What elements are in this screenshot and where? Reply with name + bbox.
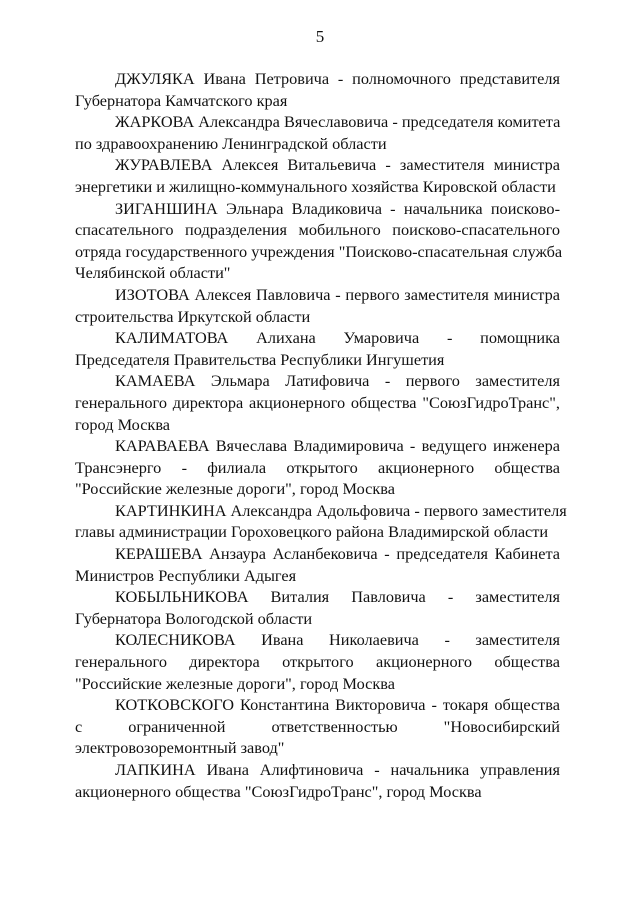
list-item (75, 435, 560, 500)
entry-text-line: электровозоремонтный завод" (75, 738, 285, 758)
entry-paragraph (75, 198, 563, 284)
entry-text-line: Челябинской области" (75, 263, 231, 283)
entry-text-line: отряда государственного учреждения "Поисково-спасательная служба (75, 241, 563, 261)
entry-paragraph (75, 435, 560, 500)
entry-text-line: "Российские железные дороги", город Москва (75, 673, 395, 693)
entry-paragraph (75, 327, 560, 370)
list-item (75, 154, 560, 197)
list-item (75, 111, 560, 154)
entry-name-line: КАМАЕВА Эльмара Латифовича - первого заместителя (115, 371, 560, 391)
entry-paragraph (75, 500, 567, 543)
entry-text-line: спасательного подразделения мобильного поисково-спасательного (75, 220, 560, 240)
entry-text-line: акционерного общества "СоюзГидроТранс", город Москва (75, 781, 482, 801)
entry-name-line: ИЗОТОВА Алексея Павловича - первого заместителя министра (115, 284, 560, 304)
list-item (75, 543, 560, 586)
entry-text-line: город Москва (75, 414, 171, 434)
list-item (75, 284, 560, 327)
entry-paragraph (75, 154, 560, 197)
entry-text-line: Министров Республики Адыгея (75, 565, 297, 585)
entry-paragraph (75, 68, 560, 111)
entry-name-line: ЛАПКИНА Ивана Алифтиновича - начальника управления (115, 760, 560, 779)
entry-name-line: КОТКОВСКОГО Константина Викторовича - токаря общества (115, 695, 560, 715)
list-item (75, 198, 563, 284)
entry-paragraph (75, 111, 560, 154)
entry-paragraph (75, 759, 560, 802)
list-item (75, 370, 560, 435)
entry-text-line: с ограниченной ответственностью "Новосибирский (75, 716, 560, 736)
entry-paragraph (75, 284, 560, 327)
entry-text-line: по здравоохранению Ленинградской области (75, 133, 387, 153)
entry-name-line: ДЖУЛЯКА Ивана Петровича - полномочного представителя (115, 69, 560, 88)
entry-paragraph (75, 586, 560, 629)
entry-name-line: ЗИГАНШИНА Эльнара Владиковича - начальника поисково- (115, 198, 560, 218)
list-item (75, 759, 560, 802)
entry-text-line: "Российские железные дороги", город Москва (75, 479, 395, 499)
entry-paragraph (75, 543, 560, 586)
entry-text-line: Трансэнерго - филиала открытого акционерного общества (75, 457, 560, 477)
entry-text-line: генерального директора акционерного общества "СоюзГидроТранс", (75, 392, 560, 412)
entry-name-line: КЕРАШЕВА Анзаура Асланбековича - председателя Кабинета (115, 544, 560, 564)
entry-name-line: ЖУРАВЛЕВА Алексея Витальевича - заместителя министра (115, 155, 560, 175)
entry-name-line: ЖАРКОВА Александра Вячеславовича - председателя комитета (115, 112, 561, 132)
entry-name-line: КАРАВАЕВА Вячеслава Владимировича - ведущего инженера (115, 436, 560, 456)
list-item (75, 694, 560, 759)
entry-paragraph (75, 370, 560, 435)
page-number: 5 (315, 27, 325, 46)
entry-paragraph (75, 694, 560, 759)
entry-text-line: главы администрации Гороховецкого района Владимирской области (75, 522, 549, 542)
entry-text-line: строительства Иркутской области (75, 306, 311, 326)
list-item (75, 500, 567, 543)
award-list (75, 68, 567, 802)
list-item (75, 68, 560, 111)
entry-name-line: КОЛЕСНИКОВА Ивана Николаевича - заместителя (115, 630, 560, 650)
list-item (75, 586, 560, 629)
entry-text-line: Председателя Правительства Республики Ингушетия (75, 349, 445, 369)
entry-text-line: Губернатора Вологодской области (75, 608, 313, 628)
entry-text-line: энергетики и жилищно-коммунального хозяйства Кировской области (75, 176, 556, 196)
entry-text-line: генерального директора открытого акционерного общества (75, 652, 560, 672)
list-item (75, 629, 560, 694)
entry-name-line: КАРТИНКИНА Александра Адольфовича - первого заместителя (115, 500, 567, 520)
entry-text-line: Губернатора Камчатского края (75, 90, 288, 110)
entry-name-line: КОБЫЛЬНИКОВА Виталия Павловича - заместителя (115, 587, 560, 607)
entry-paragraph (75, 629, 560, 694)
list-item (75, 327, 560, 370)
entry-name-line: КАЛИМАТОВА Алихана Умаровича - помощника (115, 328, 560, 348)
